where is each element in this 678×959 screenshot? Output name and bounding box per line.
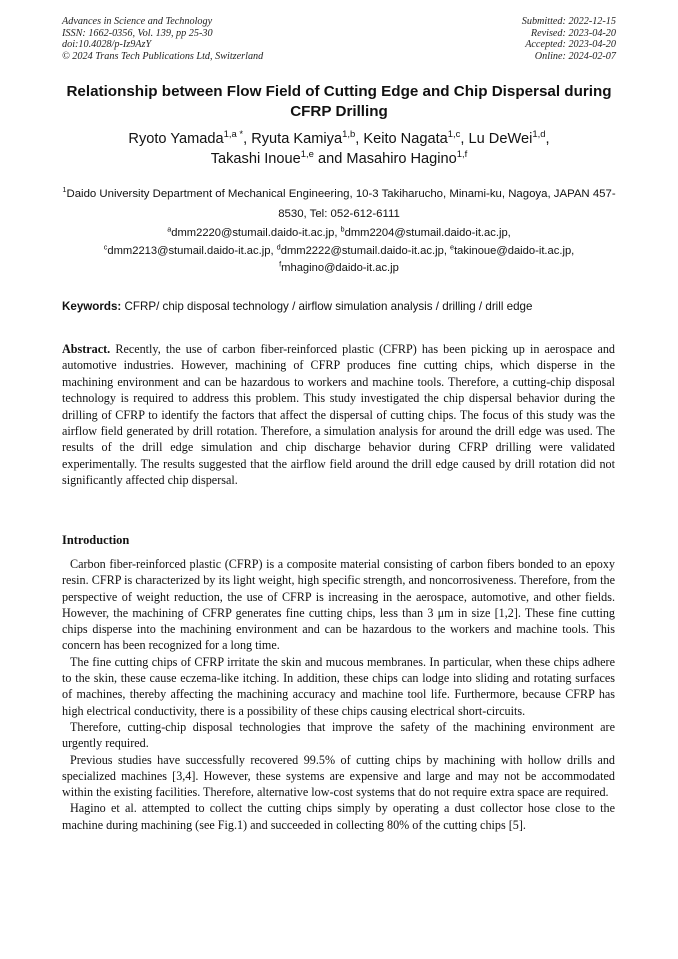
email-list: $^a$dmm2220@stumail.daido-it.ac.jp, $^b$dmm2204@stumail.daido-it.ac.jp, $^c$dmm2213@stumail.daido-it.ac.jp, $^d$dmm2222@stumail.daido-it.ac.jp, $^e$takinoue@daido-it.ac.jp, $^f$mhagino@daido-it.ac.jp xyxy=(103,224,575,274)
author-affiliation-mark: 1,b xyxy=(342,129,356,141)
keywords-label: Keywords: xyxy=(62,300,122,313)
abstract-label: Abstract. xyxy=(62,342,111,356)
body-paragraph: Previous studies have successfully recovered 99.5% of cutting chips by machining with hollow drills and specialized machines [3,4]. However, these systems are expensive and large and may not be accommodated within the existing facilities. Therefore, alternative low-cost systems that do not require extra space are required. xyxy=(62,752,615,800)
author-name: Takashi Inoue xyxy=(210,151,301,167)
affiliation-mark: 1 xyxy=(62,185,67,194)
email-link[interactable]: mhagino@daido-it.ac.jp xyxy=(281,262,399,274)
author-list: Ryoto Yamada$^{1,a *}$, Ryuta Kamiya$^{1,b}$, Keito Nagata$^{1,c}$, Lu DeWei$^{1,d}$, Takashi Inoue$^{1,e}$ and Masahiro Hagino$^{1,f}$ xyxy=(128,129,550,167)
body-paragraph: The fine cutting chips of CFRP irritate the skin and mucous membranes. In particular, when these chips adhere to the skin, these cause eczema-like itching. In addition, these chips can lodge into sliding and rotating surfaces of machines, thereby affecting the machining accuracy and machine tool life. Furthermore, because CFRP has high electrical conductivity, there is a possibility of these chips causing electrical short-circuits. xyxy=(62,654,615,718)
author-name: Ryuta Kamiya xyxy=(251,131,343,147)
author-name: Keito Nagata xyxy=(363,131,448,147)
body-paragraph: Therefore, cutting-chip disposal technologies that improve the safety of the machining environment are urgently required. xyxy=(62,719,615,751)
online-date: Online: 2024-02-07 xyxy=(534,50,616,62)
affiliation xyxy=(62,180,616,224)
email-link[interactable]: dmm2213@stumail.daido-it.ac.jp xyxy=(107,244,271,257)
journal-name: Advances in Science and Technology xyxy=(62,16,213,27)
copyright-line: © 2024 Trans Tech Publications Ltd, Switzerland xyxy=(62,50,264,62)
author-affiliation-mark: 1,f xyxy=(456,149,468,161)
abstract-text: Recently, the use of carbon fiber-reinforced plastic (CFRP) has been picking up in aerospace and automotive industries. However, machining of CFRP produces fine cutting chips, which disperse in the machining environment and can be hazardous to workers and machine tools. Therefore, a cutting-chip disposal technology is required to address this problem. This study investigated the chip dispersal behavior during the drilling of CFRP to identify the factors that affect the dispersal of cutting chips. The focus of this study was the airflow field generated by drill rotation. Therefore, a simulation analysis for around the drill edge was used. The results of the drill edge simulation and chip discharge behavior during CFRP drilling were validated experimentally. The results suggested that the airflow field around the drill edge caused by drill rotation did not significantly affected chip dispersal. xyxy=(62,342,615,488)
email-link[interactable]: dmm2204@stumail.daido-it.ac.jp, xyxy=(344,227,511,239)
submitted-date: Submitted: 2022-12-15 xyxy=(521,16,616,27)
email-link[interactable]: dmm2222@stumail.daido-it.ac.jp xyxy=(280,244,444,257)
email-link[interactable]: dmm2220@stumail.daido-it.ac.jp xyxy=(171,227,335,239)
accepted-date: Accepted: 2023-04-20 xyxy=(525,39,616,51)
section-heading-introduction: Introduction xyxy=(62,533,130,547)
revised-date: Revised: 2023-04-20 xyxy=(530,27,616,39)
author-name: Ryoto Yamada xyxy=(128,131,224,147)
author-affiliation-mark: 1,e xyxy=(300,149,314,161)
paper-title: Relationship between Flow Field of Cutting Edge and Chip Dispersal during CFRP Drilling xyxy=(66,83,612,120)
email-link[interactable]: takinoue@daido-it.ac.jp xyxy=(454,244,572,257)
submission-dates xyxy=(522,16,616,62)
affiliation-text: Daido University Department of Mechanical Engineering, 10-3 Takiharucho, Minami-ku, Nagoya, JAPAN 457-8530, Tel: 052-612-6111 xyxy=(66,187,616,220)
doi-line: doi:10.4028/p-Iz9AzY xyxy=(62,39,152,51)
author-affiliation-mark: 1,a * xyxy=(223,129,244,141)
abstract xyxy=(62,341,615,489)
body-paragraph: Hagino et al. attempted to collect the cutting chips simply by operating a dust collector hose close to the machine during machining (see Fig.1) and succeeded in collecting 80% of the cutting chips [5]. xyxy=(62,801,615,832)
keywords xyxy=(62,299,616,315)
body-paragraph: Carbon fiber-reinforced plastic (CFRP) is a composite material consisting of carbon fibers bonded to an epoxy resin. CFRP is characterized by its light weight, high specific strength, and noncorrosiveness. Therefore, from the perspective of weight reduction, the use of CFRP is increasing in the aerospace, automotive, and other fields. However, the machining of CFRP generates fine cutting chips, less than 3 μm in size [1,2]. These fine cutting chips disperse into the machining environment and can be hazardous to the workers and machine tools. This concern has been recognized for a long time. xyxy=(62,557,615,653)
issn-line: ISSN: 1662-0356, Vol. 139, pp 25-30 xyxy=(62,27,213,39)
author-name: Lu DeWei xyxy=(468,131,533,147)
author-name: Masahiro Hagino xyxy=(346,151,457,167)
author-affiliation-mark: 1,d xyxy=(532,129,546,141)
author-affiliation-mark: 1,c xyxy=(447,129,461,141)
keywords-text: CFRP/ chip disposal technology / airflow simulation analysis / drilling / drill edge xyxy=(124,300,533,313)
journal-info xyxy=(62,16,263,62)
introduction-body xyxy=(62,556,615,833)
